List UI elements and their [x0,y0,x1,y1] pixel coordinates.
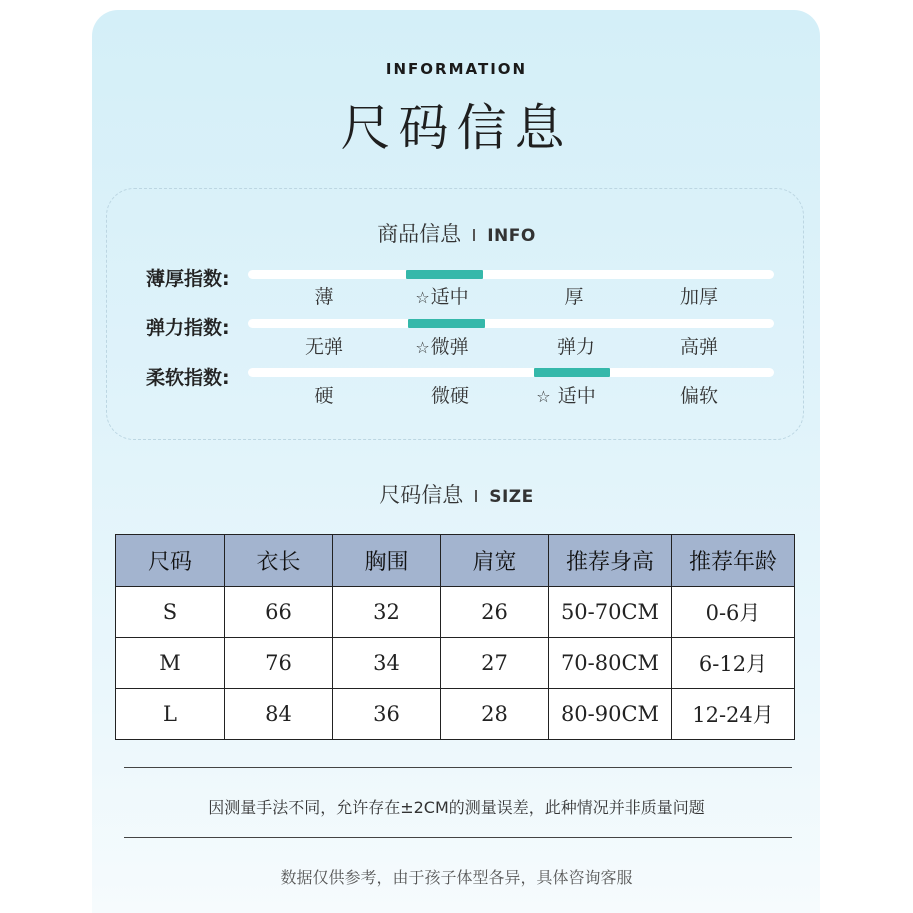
table-cell: 26 [441,587,549,638]
info-section-title-en: INFO [487,226,536,246]
softness-option: 偏软 [679,385,719,407]
column-header: 肩宽 [441,535,549,587]
thickness-index-label: 薄厚指数: [146,268,230,290]
table-cell: 36 [333,689,441,740]
table-cell: 80-90CM [549,689,672,740]
table-header-row [116,535,795,587]
elasticity-option: 无弹 [304,336,344,358]
info-section-heading [0,218,913,248]
size-section-title: 尺码信息 [379,483,464,507]
star-outline-icon: ☆ [536,387,551,406]
table-cell: 66 [225,587,333,638]
thickness-option: 薄 [314,286,334,308]
column-header: 胸围 [333,535,441,587]
table-cell: 50-70CM [549,587,672,638]
size-table [115,534,795,740]
elasticity-option-selected: ☆微弹 [415,336,469,358]
disclaimer-note: 数据仅供参考，由于孩子体型各异，具体咨询客服 [280,868,633,887]
table-row [116,638,795,689]
thickness-index-marker [406,270,483,279]
table-cell: 12-24月 [672,689,795,740]
thickness-option-selected: ☆适中 [415,286,469,308]
table-cell: L [116,689,225,740]
column-header: 衣长 [225,535,333,587]
divider [475,490,477,502]
table-cell: 27 [441,638,549,689]
size-section-title-en: SIZE [489,487,534,507]
table-cell: S [116,587,225,638]
thickness-option: 厚 [564,286,584,308]
softness-option: 硬 [314,385,334,407]
table-cell: 34 [333,638,441,689]
thickness-option: 加厚 [679,286,719,308]
table-cell: 84 [225,689,333,740]
star-outline-icon: ☆ [415,288,430,307]
table-cell: 0-6月 [672,587,795,638]
elasticity-index-label: 弹力指数: [146,317,230,339]
table-cell: 70-80CM [549,638,672,689]
softness-option-selected: ☆ 适中 [536,385,596,407]
divider-line [124,767,792,768]
table-cell: 76 [225,638,333,689]
column-header: 推荐身高 [549,535,672,587]
table-cell: 32 [333,587,441,638]
column-header: 推荐年龄 [672,535,795,587]
page-title: 尺码信息 [340,99,573,157]
table-row [116,689,795,740]
column-header: 尺码 [116,535,225,587]
softness-index-track [248,368,774,377]
elasticity-option: 高弹 [679,336,719,358]
table-cell: 6-12月 [672,638,795,689]
elasticity-option: 弹力 [556,336,596,358]
elasticity-index-track [248,319,774,328]
softness-option: 微硬 [430,385,470,407]
divider [473,229,475,241]
size-section-heading [0,479,913,509]
divider-line [124,837,792,838]
table-row [116,587,795,638]
brand-heading: INFORMATION [385,60,528,78]
table-cell: M [116,638,225,689]
thickness-index-track [248,270,774,279]
softness-index-marker [534,368,610,377]
measurement-note: 因测量手法不同，允许存在±2CM的测量误差，此种情况并非质量问题 [208,798,705,817]
table-cell: 28 [441,689,549,740]
softness-index-label: 柔软指数: [146,367,230,389]
elasticity-index-marker [408,319,485,328]
star-outline-icon: ☆ [415,338,430,357]
info-section-title: 商品信息 [377,222,462,246]
